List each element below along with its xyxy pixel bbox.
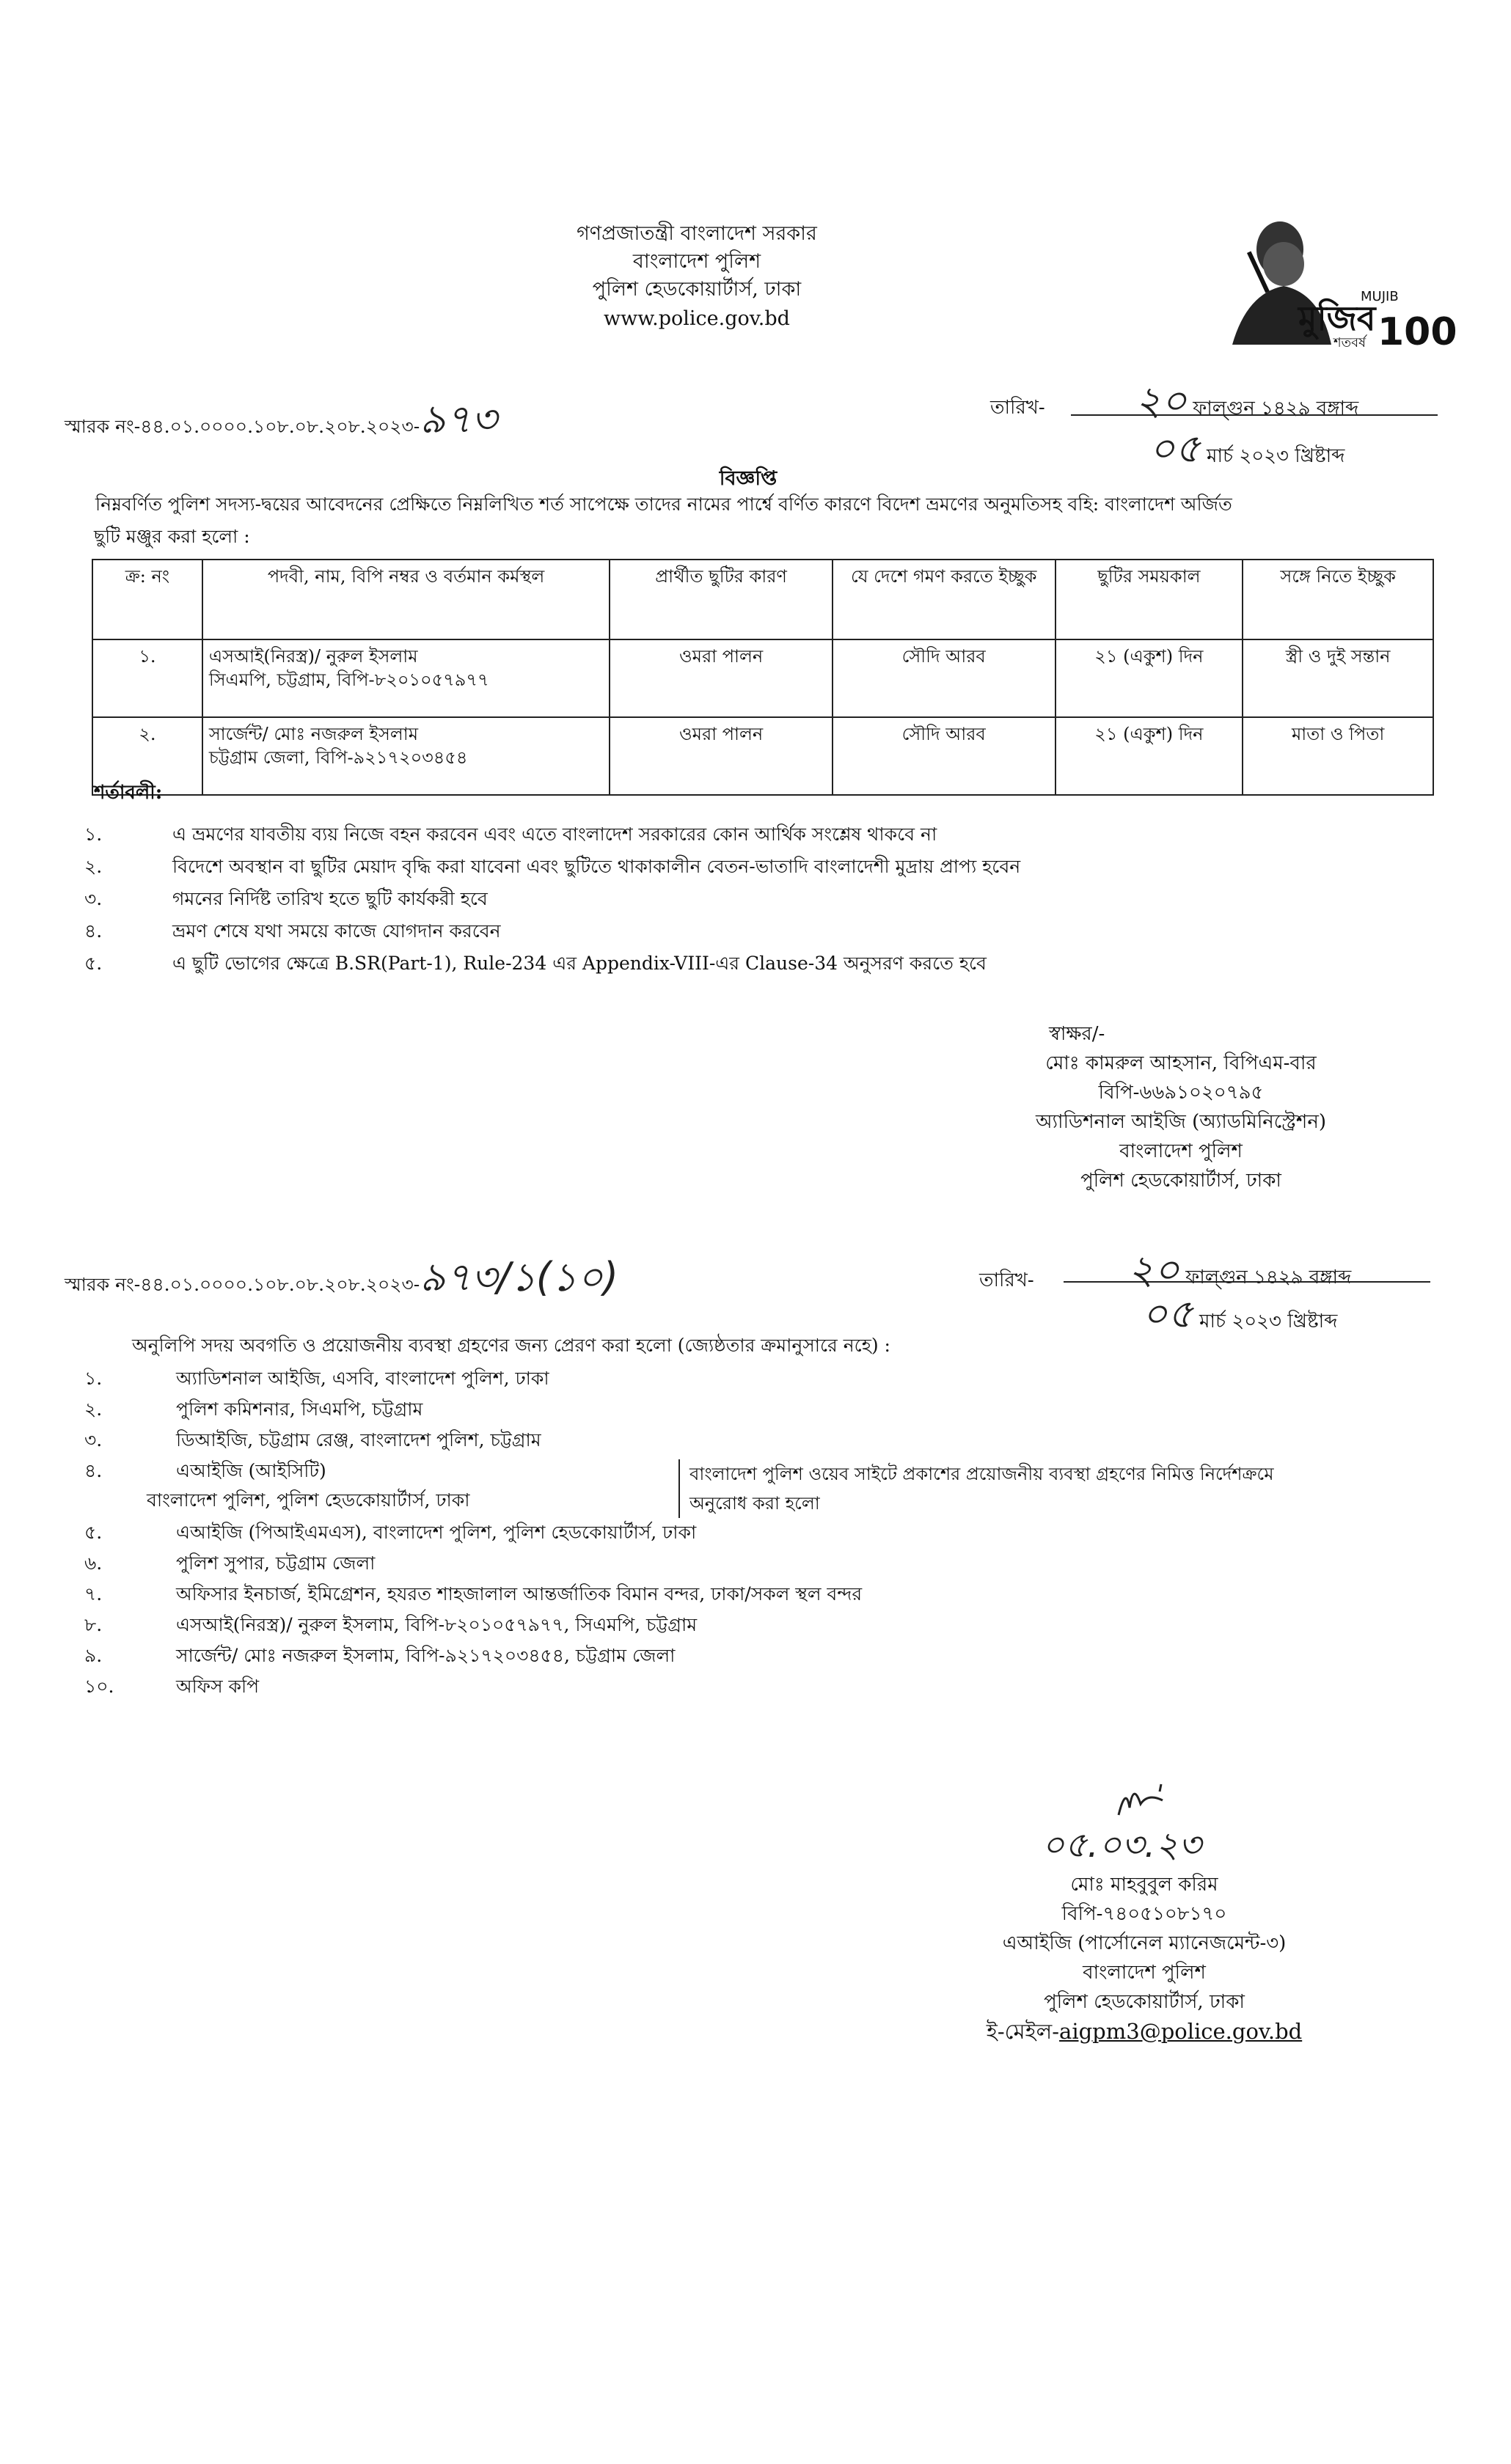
- col-serial: ক্র: নং: [92, 560, 202, 639]
- notice-title: বিজ্ঞপ্তি: [719, 467, 778, 490]
- email-label: ই-মেইল-: [986, 2019, 1060, 2044]
- header-department: বাংলাদেশ পুলিশ: [632, 250, 761, 273]
- cell-serial: ১.: [92, 639, 202, 717]
- cell-country: সৌদি আরব: [833, 639, 1055, 717]
- signature-designation: অ্যাডিশনাল আইজি (অ্যাডমিনিস্ট্রেশন): [1036, 1111, 1326, 1133]
- list-item-text: বিদেশে অবস্থান বা ছুটির মেয়াদ বৃদ্ধি করা যাবেনা এবং ছুটিতে থাকাকালীন বেতন-ভাতাদি বাংলাদেশী মুদ্রায় প্রাপ্য হবেন: [172, 856, 1021, 877]
- cell-name-line-1: সার্জেন্ট/ মোঃ নজরুল ইসলাম: [208, 724, 419, 744]
- cell-reason: ওমরা পালন: [610, 717, 833, 795]
- cell-duration: ২১ (একুশ) দিন: [1055, 717, 1243, 795]
- email-link[interactable]: aigpm3@police.gov.bd: [1059, 2019, 1303, 2044]
- date-bangla-handwritten: ২০: [1127, 1247, 1179, 1293]
- list-item-text: পুলিশ সুপার, চট্টগ্রাম জেলা: [176, 1552, 376, 1574]
- list-item-number: ৫.: [84, 1522, 103, 1543]
- list-item-number: ৯.: [84, 1645, 103, 1666]
- notice-intro-line-1: নিম্নবর্ণিত পুলিশ সদস্য-দ্বয়ের আবেদনের প্রেক্ষিতে নিম্নলিখিত শর্ত সাপেক্ষে তাদের নামের পার্শ্বে বর্ণিত কারণে বিদেশ ভ্রমণের অনুমতিসহ বহি: বাংলাদেশ অর্জিত: [95, 494, 1232, 515]
- cell-name-line-2: চট্টগ্রাম জেলা, বিপি-৯২১৭২০৩৪৫৪: [208, 747, 468, 768]
- memo-number-text: স্মারক নং-৪৪.০১.০০০০.১০৮.০৮.২০৮.২০২৩-: [65, 1274, 420, 1295]
- signature-signed: স্বাক্ষর/-: [1049, 1023, 1105, 1045]
- list-item-number: ৬.: [84, 1552, 103, 1574]
- signature-block-2: [866, 1870, 1423, 2046]
- signature-block-1: [902, 1019, 1460, 1195]
- conditions-list: [84, 820, 1463, 989]
- conditions-title: শর্তাবলী:: [94, 782, 163, 804]
- signature-department: বাংলাদেশ পুলিশ: [1119, 1140, 1243, 1162]
- signature-handwritten-date: ০৫.০৩.২৩: [1042, 1825, 1201, 1866]
- cell-duration: ২১ (একুশ) দিন: [1055, 639, 1243, 717]
- date-divider: [1071, 414, 1438, 416]
- signature-bp: বিপি-৭৪০৫১০৮১৭০: [1061, 1903, 1227, 1925]
- list-item-text: ভ্রমণ শেষে যথা সময়ে কাজে যোগদান করবেন: [172, 920, 501, 942]
- signature-office: পুলিশ হেডকোয়ার্টার্স, ঢাকা: [1080, 1170, 1281, 1192]
- list-item-text: গমনের নির্দিষ্ট তারিখ হতে ছুটি কার্যকরী হবে: [172, 888, 488, 909]
- copies-list: [84, 1364, 1463, 1697]
- memo-handwritten-number: ৯৭৩/১(১০): [420, 1254, 619, 1300]
- header-government: গণপ্রজাতন্ত্রী বাংলাদেশ সরকার: [577, 222, 817, 245]
- list-item-text: পুলিশ কমিশনার, সিএমপি, চট্টগ্রাম: [176, 1398, 423, 1420]
- cell-companion: মাতা ও পিতা: [1243, 717, 1433, 795]
- cell-name-line-2: সিএমপি, চট্টগ্রাম, বিপি-৮২০১০৫৭৯৭৭: [208, 670, 489, 690]
- svg-text:মুজিব: মুজিব: [1298, 298, 1376, 338]
- notice-intro-line-2: ছুটি মঞ্জুর করা হলো :: [94, 526, 250, 547]
- list-item-number: ১.: [84, 824, 103, 845]
- cell-companion: স্ত্রী ও দুই সন্তান: [1243, 639, 1433, 717]
- side-note-line-2: অনুরোধ করা হলো: [689, 1493, 820, 1514]
- memo-number-2: [65, 1247, 618, 1313]
- list-item-text: ডিআইজি, চট্টগ্রাম রেঞ্জ, বাংলাদেশ পুলিশ, চট্টগ্রাম: [176, 1429, 541, 1451]
- date-bangla-text: ফাল্গুন ১৪২৯ বঙ্গাব্দ: [1193, 397, 1359, 419]
- svg-text:MUJIB: MUJIB: [1361, 289, 1399, 304]
- memo-handwritten-number: ৯৭৩: [420, 396, 497, 442]
- signature-name: মোঃ কামরুল আহসান, বিপিএম-বার: [1045, 1052, 1317, 1074]
- list-item-text: এ ভ্রমণের যাবতীয় ব্যয় নিজে বহন করবেন এবং এতে বাংলাদেশ সরকারের কোন আর্থিক সংশ্লেষ থাকবে না: [172, 824, 937, 845]
- date-gregorian-handwritten: ০৫: [1141, 1291, 1193, 1337]
- date-label-2: তারিখ-: [979, 1269, 1034, 1291]
- table-header-row: [92, 560, 1433, 639]
- list-item-number: ২.: [84, 856, 103, 877]
- list-item-number: ৮.: [84, 1614, 103, 1635]
- col-duration: ছুটির সময়কাল: [1055, 560, 1243, 639]
- date-gregorian-text: মার্চ ২০২৩ খ্রিষ্টাব্দ: [1199, 1310, 1338, 1332]
- col-reason: প্রার্থীত ছুটির কারণ: [610, 560, 833, 639]
- table-row: [92, 639, 1433, 717]
- col-country: যে দেশে গমণ করতে ইচ্ছুক: [833, 560, 1055, 639]
- list-item-number: ৪.: [84, 920, 103, 942]
- svg-text:100: 100: [1378, 310, 1457, 354]
- list-item-text: সার্জেন্ট/ মোঃ নজরুল ইসলাম, বিপি-৯২১৭২০৩৪৫৪, চট্টগ্রাম জেলা: [176, 1645, 676, 1666]
- list-item-number: ৩.: [84, 1429, 103, 1451]
- date-gregorian-handwritten: ০৫: [1149, 425, 1201, 472]
- signature-bp: বিপি-৬৬৯১০২০৭৯৫: [1098, 1082, 1264, 1104]
- signature-office: পুলিশ হেডকোয়ার্টার্স, ঢাকা: [1044, 1991, 1245, 2013]
- date-gregorian-text: মার্চ ২০২৩ খ্রিষ্টাব্দ: [1207, 445, 1345, 467]
- date-label: তারিখ-: [990, 397, 1045, 419]
- cell-name: [202, 639, 610, 717]
- list-item-number: ২.: [84, 1398, 103, 1420]
- list-item-text: অফিস কপি: [176, 1676, 260, 1697]
- signature-name: মোঃ মাহবুবুল করিম: [1070, 1874, 1218, 1896]
- date-bangla-text: ফাল্গুন ১৪২৯ বঙ্গাব্দ: [1185, 1266, 1352, 1288]
- mujib-100-logo: [1203, 209, 1457, 354]
- signature-email-line: [866, 2017, 1423, 2046]
- memo-number: [65, 389, 497, 455]
- side-note: [689, 1459, 1274, 1518]
- cell-name-line-1: এসআই(নিরস্ত্র)/ নুরুল ইসলাম: [208, 646, 418, 667]
- list-item-number: ৩.: [84, 888, 103, 909]
- col-name: পদবী, নাম, বিপি নম্বর ও বর্তমান কর্মস্থল: [202, 560, 610, 639]
- cell-country: সৌদি আরব: [833, 717, 1055, 795]
- list-item-text: অ্যাডিশনাল আইজি, এসবি, বাংলাদেশ পুলিশ, ঢাকা: [176, 1368, 549, 1389]
- list-item-number: ৪.: [84, 1460, 103, 1481]
- side-note-bracket: [678, 1459, 687, 1518]
- date-divider-2: [1064, 1281, 1430, 1283]
- cell-name: [202, 717, 610, 795]
- list-item-text: এসআই(নিরস্ত্র)/ নুরুল ইসলাম, বিপি-৮২০১০৫৭৯৭৭, সিএমপি, চট্টগ্রাম: [176, 1614, 698, 1635]
- cell-serial: ২.: [92, 717, 202, 795]
- cell-reason: ওমরা পালন: [610, 639, 833, 717]
- signature-department: বাংলাদেশ পুলিশ: [1083, 1962, 1206, 1984]
- list-item-number: ১.: [84, 1368, 103, 1389]
- leave-table: [92, 559, 1434, 796]
- list-item-text: এ ছুটি ভোগের ক্ষেত্রে B.SR(Part-1), Rule-234 এর Appendix-VIII-এর Clause-34 অনুসরণ করতে হবে: [172, 953, 987, 974]
- list-item-text: বাংলাদেশ পুলিশ, পুলিশ হেডকোয়ার্টার্স, ঢাকা: [147, 1489, 470, 1511]
- signature-designation: এআইজি (পার্সোনেল ম্যানেজমেন্ট-৩): [1002, 1932, 1287, 1954]
- col-companion: সঙ্গে নিতে ইচ্ছুক: [1243, 560, 1433, 639]
- side-note-line-1: বাংলাদেশ পুলিশ ওয়েব সাইটে প্রকাশের প্রয়োজনীয় ব্যবস্থা গ্রহণের নিমিত্ত নির্দেশক্রমে: [689, 1464, 1274, 1484]
- list-item-number: ৫.: [84, 953, 103, 974]
- list-item-text: এআইজি (পিআইএমএস), বাংলাদেশ পুলিশ, পুলিশ হেডকোয়ার্টার্স, ঢাকা: [176, 1522, 697, 1543]
- copies-intro: অনুলিপি সদয় অবগতি ও প্রয়োজনীয় ব্যবস্থা গ্রহণের জন্য প্রেরণ করা হলো (জ্যেষ্ঠতার ক্রমানুসারে নহে) :: [132, 1335, 890, 1356]
- svg-text:শতবর্ষ: শতবর্ষ: [1333, 335, 1367, 351]
- list-item-number: ৭.: [84, 1583, 103, 1605]
- list-item-text: অফিসার ইনচার্জ, ইমিগ্রেশন, হযরত শাহজালাল আন্তর্জাতিক বিমান বন্দর, ঢাকা/সকল স্থল বন্দর: [176, 1583, 863, 1605]
- header-office: পুলিশ হেডকোয়ার্টার্স, ঢাকা: [592, 278, 802, 301]
- memo-number-text: স্মারক নং-৪৪.০১.০০০০.১০৮.০৮.২০৮.২০২৩-: [65, 416, 420, 437]
- table-row: [92, 717, 1433, 795]
- header-website: www.police.gov.bd: [604, 307, 790, 330]
- list-item-number: ১০.: [84, 1676, 114, 1697]
- list-item-text: এআইজি (আইসিটি): [176, 1460, 326, 1481]
- date-bangla-handwritten: ২০: [1135, 378, 1187, 424]
